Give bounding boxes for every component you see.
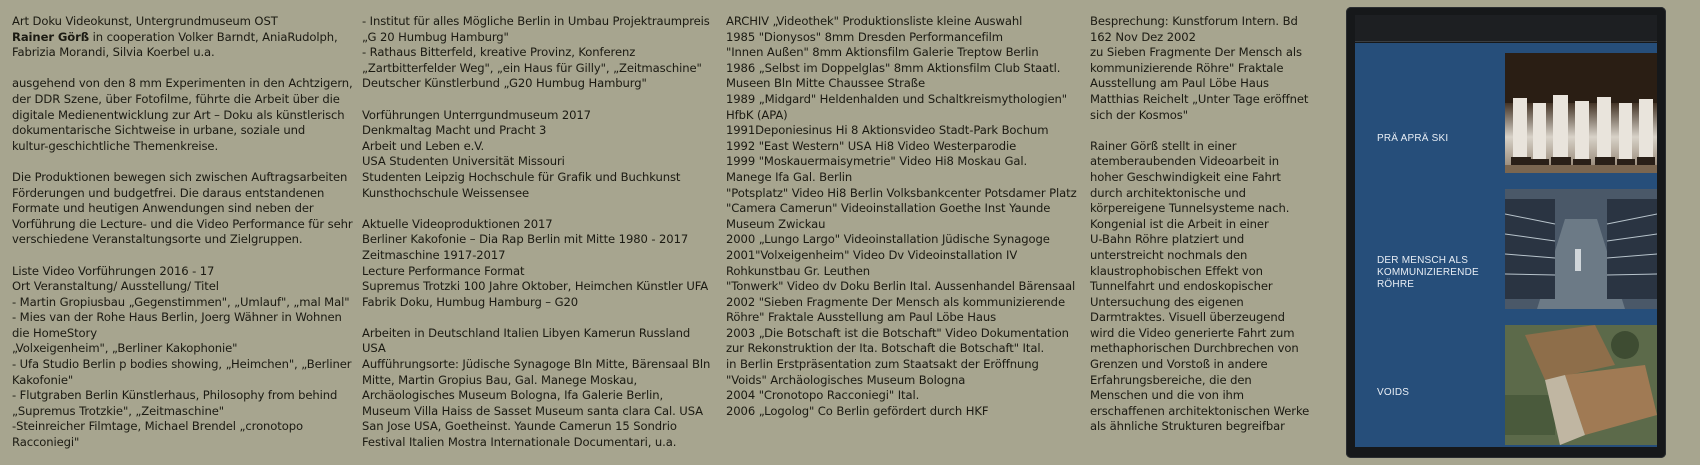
legs-photo-graphic	[1505, 53, 1657, 173]
current-productions-list: Berliner Kakofonie – Dia Rap Berlin mit Mitte 1980 - 2017 Zeitmaschine 1917-2017 Lecture Performance Format Supremus Trotzki 100 Jahre Oktober, Heimchen Künstler UFA Fabrik Doku, Humbug Hamburg – G20	[362, 232, 709, 309]
current-productions-heading: Aktuelle Videoproduktionen 2017	[362, 216, 553, 231]
photo-archive-shelves	[1505, 189, 1657, 309]
screenings-heading: Liste Video Vorführungen 2016 - 17	[12, 263, 215, 278]
museum-screenings-list: Denkmaltag Macht und Pracht 3 Arbeit und Leben e.V. USA Studenten Universität Missouri Studenten Leipzig Hochschule für Grafik und Buchkunst Kunsthochschule Weissensee	[362, 123, 681, 200]
column-archive	[726, 14, 1086, 419]
archive-heading: ARCHIV „Videothek" Produktionsliste kleine Auswahl	[726, 14, 1023, 28]
column-review	[1090, 14, 1330, 435]
dvd-label-1: PRÄ APRÄ SKI	[1377, 133, 1449, 144]
photo-aerial-view	[1505, 325, 1657, 445]
dvd-case-image	[1346, 7, 1666, 458]
review-body: Rainer Görß stellt in einer atemberaubenden Videoarbeit in hoher Geschwindigkeit eine Fahrt durch architektonische und körpereigene Tunnelsysteme nach. Kongenial ist die Arbeit in einer U-Bahn Röhre platziert und unterstreicht nochmals den klaustrophobischen Effekt von Tunnelfahrt und endoskopischer Untersuchung des eigenen Darmtraktes. Visuell überzeugend wird die Video generierte Fahrt zum methaphorischen Durchbrechen von Grenzen und Vorstoß in andere Erfahrungsbereiche, die den Menschen und die von ihm erschaffenen architektonischen Werke als ähnliche Strukturen begreifbar	[1090, 138, 1310, 434]
shelves-photo-graphic	[1505, 189, 1657, 309]
author-name: Rainer Görß	[12, 29, 90, 44]
archive-list: 1985 "Dionysos" 8mm Dresden Performancefilm "Innen Außen" 8mm Aktionsfilm Galerie Treptow Berlin 1986 „Selbst im Doppelglas" 8mm Aktionsfilm Club Staatl. Museen Bln Mitte Chaussee Straße 1989 „Midgard" Heldenhalden und Schaltkreismythologien" HfbK (APA) 1991Deponiesinus Hi 8 Aktionsvideo Stadt-Park Bochum 1992 "East Western" USA Hi8 Video Westerparodie 1999 "Moskauermaisymetrie" Video Hi8 Moskau Gal. Manege Ifa Gal. Berlin "Potsplatz" Video Hi8 Berlin Volksbankcenter Potsdamer Platz "Camera Camerun" Videoinstallation Goethe Inst Yaunde Museum Zwickau 2000 „Lungo Largo" Videoinstallation Jüdische Synagoge 2001"Volxeigenheim" Video Dv Videoinstallation IV Rohkunstbau Gr. Leuthen "Tonwerk" Video dv Doku Berlin Ital. Aussenhandel Bärensaal 2002 "Sieben Fragmente Der Mensch als kommunizierende Röhre" Fraktale Ausstellung am Paul Löbe Haus 2003 „Die Botschaft ist die Botschaft" Video Dokumentation zur Rekonstruktion der Ita. Botschaft die Botschaft" Ital. in Berlin Erstpräsentation zum Staatsakt der Eröffnung "Voids" Archäologisches Museum Bologna 2004 "Cronotopo Racconiegi" Ital. 2006 „Logolog" Co Berlin gefördert durch HKF	[726, 29, 1077, 418]
museum-screenings-heading: Vorführungen Unterrgundmuseum 2017	[362, 107, 591, 122]
venues-paragraph: Arbeiten in Deutschland Italien Libyen Kamerun Russland USA Aufführungsorte: Jüdische Synagoge Bln Mitte, Bärensaal Bln Mitte, Martin Gropius Bau, Gal. Manege Moskau, Archäologisches Museum Bologna, Ifa Galerie Berlin, Museum Villa Haiss de Sasset Museum santa clara Cal. USA San Jose USA, Goetheinst. Yaunde Camerun 15 Sondrio Festival Italien Mostra Internationale Documentari, u.a.	[362, 325, 711, 450]
column-intro	[12, 14, 362, 451]
intro-credits: Rainer Görß in cooperation Volker Barndt, AniaRudolph, Fabrizia Morandi, Silvia Koerbel u.a.	[12, 29, 338, 60]
dvd-label-3: VOIDS	[1377, 387, 1410, 398]
dvd-label-2: DER MENSCH ALS KOMMUNIZIERENDE RÖHRE	[1377, 255, 1479, 290]
screenings-list: Ort Veranstaltung/ Ausstellung/ Titel - Martin Gropiusbau „Gegenstimmen", „Umlauf", „mal Mal" - Mies van der Rohe Haus Berlin, Joerg Wähner in Wohnen die HomeStory „Volxeigenheim", „Berliner Kakophonie" - Ufa Studio Berlin p bodies showing, „Heimchen", „Berliner Kakofonie" - Flutgraben Berlin Künstlerhaus, Philosophy from behind „Supremus Trotzkie", „Zeitmaschine" -Steinreicher Filmtage, Michael Brendel „cronotopo Racconiegi"	[12, 279, 352, 450]
dvd-cover	[1355, 43, 1657, 447]
review-heading: Besprechung: Kunstforum Intern. Bd 162 Nov Dez 2002	[1090, 14, 1298, 44]
screenings-continued: - Institut für alles Mögliche Berlin in Umbau Projektraumpreis „G 20 Humbug Hamburg" - Rathaus Bitterfeld, kreative Provinz, Konferenz „Zartbitterfelder Weg", „ein Haus für Gilly", „Zeitmaschine" Deutscher Künstlerbund „G20 Humbug Hamburg"	[362, 14, 710, 91]
column-screenings	[362, 14, 714, 451]
intro-heading: Art Doku Videokunst, Untergrundmuseum OST	[12, 14, 278, 28]
review-intro: zu Sieben Fragmente Der Mensch als kommunizierende Röhre" Fraktale Ausstellung am Paul Löbe Haus Matthias Reichelt „Unter Tage eröffnet sich der Kosmos"	[1090, 45, 1309, 122]
dvd-case-top	[1355, 15, 1657, 42]
aerial-photo-graphic	[1505, 325, 1657, 445]
productions-paragraph: Die Produktionen bewegen sich zwischen Auftragsarbeiten Förderungen und budgetfrei. Die daraus entstandenen Formate und heutigen Anwendungen sind neben der Vorführung die Lecture- und die Video Performance für sehr verschiedene Veranstaltungsorte und Zielgruppen.	[12, 169, 353, 247]
intro-paragraph: ausgehend von den 8 mm Experimenten in den Achtzigern, der DDR Szene, über Fotofilme, führte die Arbeit über die digitale Medienentwicklung zur Art – Doku als künstlerisch dokumentarische Sichtweise in urbane, soziale und kultur-geschichtliche Themenkreise.	[12, 76, 353, 153]
photo-legs	[1505, 53, 1657, 173]
